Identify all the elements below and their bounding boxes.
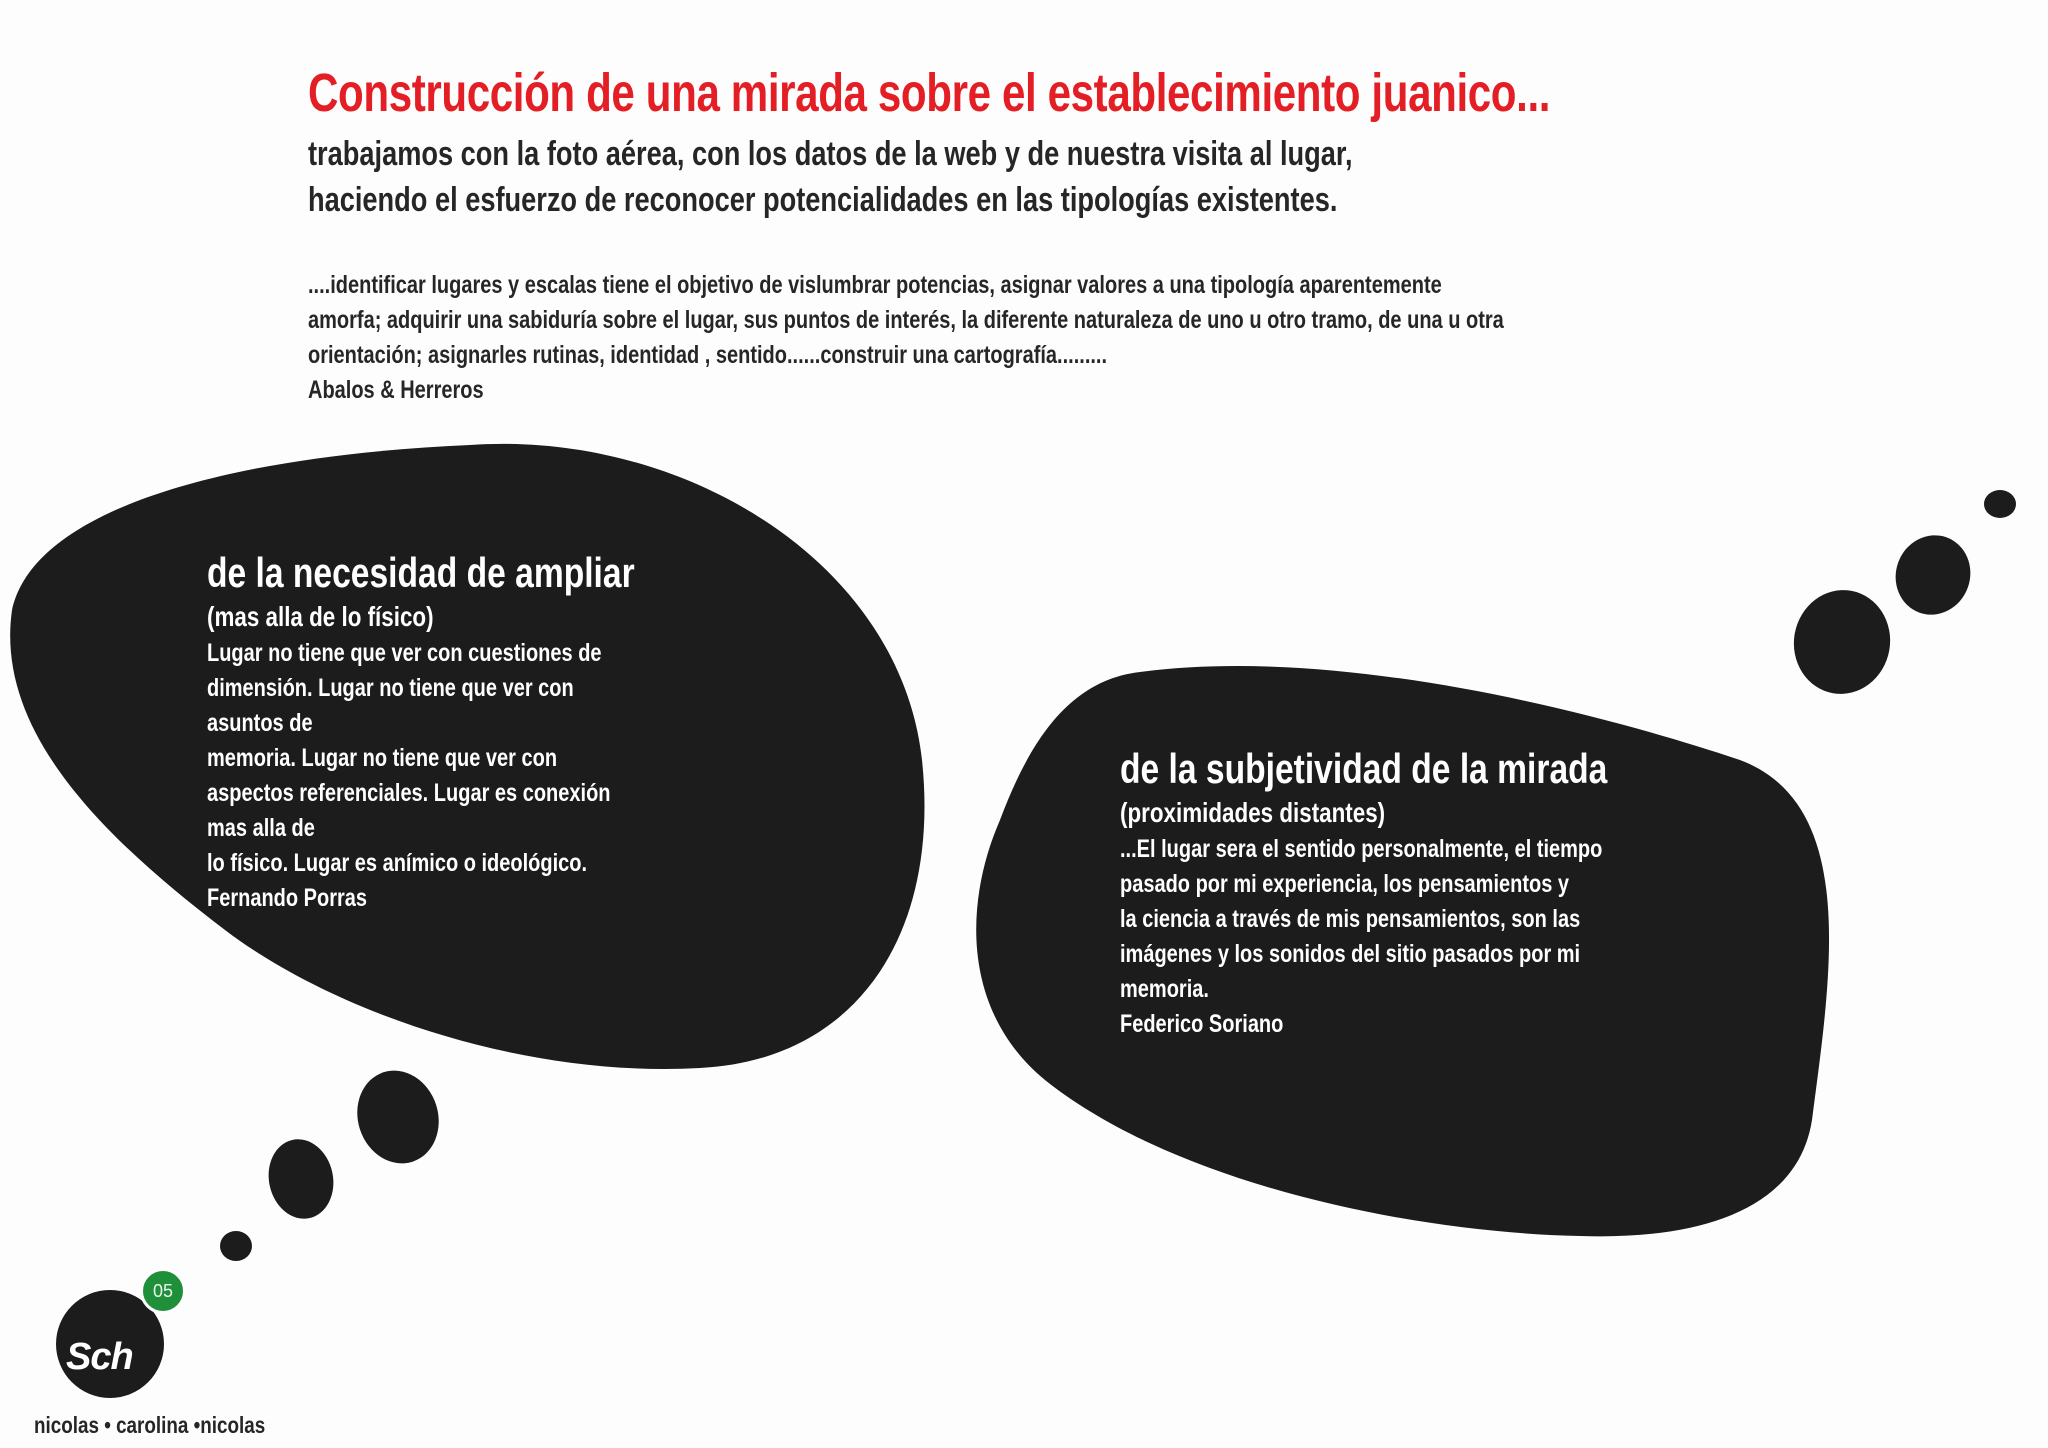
bubble-right-line: imágenes y los sonidos del sitio pasados por mi bbox=[1120, 940, 1581, 968]
bubble-left-heading: de la necesidad de ampliar bbox=[207, 549, 635, 596]
quote-line: amorfa; adquirir una sabiduría sobre el lugar, sus puntos de interés, la diferente naturaleza de uno u otro tramo, de una u otra bbox=[308, 306, 1504, 334]
subtitle-line: haciendo el esfuerzo de reconocer potencialidades en las tipologías existentes. bbox=[308, 181, 1338, 219]
bubble-right-line: memoria. bbox=[1120, 975, 1209, 1003]
thought-dot-left-large bbox=[345, 1060, 450, 1174]
bubble-left-subheading: (mas alla de lo físico) bbox=[207, 601, 434, 632]
bubble-left-line: aspectos referenciales. Lugar es conexión bbox=[207, 779, 611, 807]
page-title-text: Construcción de una mirada sobre el establecimiento juanico... bbox=[308, 63, 1551, 123]
subtitle-line: trabajamos con la foto aérea, con los datos de la web y de nuestra visita al lugar, bbox=[308, 135, 1353, 173]
bubble-right-author: Federico Soriano bbox=[1120, 1010, 1284, 1038]
thought-dot-right-small bbox=[1984, 490, 2016, 518]
thought-dot-right-large bbox=[1786, 582, 1899, 701]
bubble-left-author: Fernando Porras bbox=[207, 884, 368, 912]
bubble-right-heading: de la subjetividad de la mirada bbox=[1120, 745, 1608, 792]
bubble-right-line: pasado por mi experiencia, los pensamientos y bbox=[1120, 870, 1570, 898]
page-number-badge: 05 bbox=[140, 1268, 186, 1314]
bubble-left-content bbox=[207, 548, 742, 916]
bubble-left-line: asuntos de bbox=[207, 709, 313, 737]
thought-dot-right-medium bbox=[1885, 525, 1982, 625]
bubble-right-line: ...El lugar sera el sentido personalmente, el tiempo bbox=[1120, 835, 1603, 863]
quote-line: ....identificar lugares y escalas tiene el objetivo de vislumbrar potencias, asignar valores a una tipología aparentemente bbox=[308, 271, 1442, 299]
authors-credit bbox=[34, 1412, 316, 1439]
quote-author: Abalos & Herreros bbox=[308, 376, 484, 404]
bubble-right-content bbox=[1120, 744, 1729, 1042]
page-title bbox=[308, 62, 1900, 124]
bubble-left-line: dimensión. Lugar no tiene que ver con bbox=[207, 674, 574, 702]
bubble-left-line: lo físico. Lugar es anímico o ideológico. bbox=[207, 849, 588, 877]
bubble-right-subheading: (proximidades distantes) bbox=[1120, 797, 1386, 828]
bubble-left-line: memoria. Lugar no tiene que ver con bbox=[207, 744, 558, 772]
sch-logo-text: Sch bbox=[66, 1336, 133, 1378]
thought-dot-left-medium bbox=[261, 1133, 340, 1225]
bubble-left-line: Lugar no tiene que ver con cuestiones de bbox=[207, 639, 602, 667]
bubble-right-line: la ciencia a través de mis pensamientos, son las bbox=[1120, 905, 1581, 933]
quote-line: orientación; asignarles rutinas, identidad , sentido......construir una cartografía......... bbox=[308, 341, 1108, 369]
page-subtitle bbox=[308, 131, 1614, 223]
bubble-left-line: mas alla de bbox=[207, 814, 315, 842]
authors-text: nicolas • carolina •nicolas bbox=[34, 1412, 266, 1438]
thought-dot-left-small bbox=[220, 1231, 252, 1261]
intro-quote bbox=[308, 268, 1803, 408]
